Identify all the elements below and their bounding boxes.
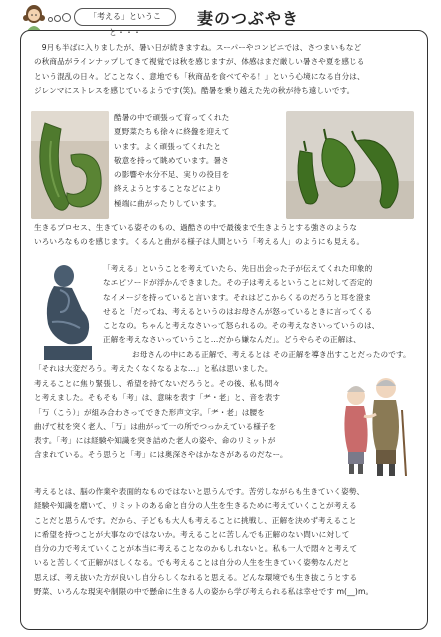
text-line: 夏野菜たちも徐々に終盤を迎えて — [114, 127, 230, 137]
text-line: なイメージを持っていると言います。それはどこからくるのだろうと耳を澄ま — [103, 292, 372, 302]
text-line: 思えば、考え抜いた方が良いし自分らしくなれると思える。どんな環境でも生き抜こうとする — [34, 572, 358, 582]
text-line: 含まれている。そう思うと「考」には奥深さやはかなさがあるのだなー。 — [34, 450, 288, 460]
avatar-icon — [22, 3, 46, 31]
text-line: 9月も半ばに入りましたが、暑い日が続きますね。スーパーやコンビニでは、さつまいもなど — [34, 43, 362, 52]
text-line: 曲げて杖を突く老人、「丂」は曲がって一の所でつっかえている様子を — [34, 421, 277, 431]
text-line: お母さんの中にある正解で、考えるとは その正解を導き出すことだったのです。 — [132, 350, 411, 359]
text-line: 正解を考えなさいっていうこと…だから嫌なんだ」。どうやらその正解は、 — [103, 335, 361, 345]
text-line: 表す。「考」には経験や知識を突き詰めた老人の姿や、命のリミットが — [34, 436, 276, 446]
text-line: ジレンマにストレスを感じているようです(笑)。酷暑を乗り越えた先の秋が待ち遠しいです。 — [34, 85, 355, 95]
conclusion-paragraph — [34, 485, 373, 599]
text-line: 生きるプロセス、生きている姿そのもの、過酷さの中で最後まで生きようとする強さのような — [34, 223, 358, 232]
vegetable-paragraph — [114, 111, 229, 211]
text-line: に希望を持つことが大事なのではないか。考えることに苦しんでも正解のない問いに対して — [34, 529, 350, 539]
text-line: せると「だってね、考えるというのはお母さんが怒っているときに言ってくる — [103, 306, 373, 316]
text-line: 経験や知識を磨いて、リミットのある命と自分の人生を生きるために考えていくことが考える — [34, 501, 357, 511]
thought-bubble: 「考える」ということ・・・ — [74, 8, 176, 26]
text-line: 酷暑の中で頑張って育ってくれた — [114, 113, 230, 122]
text-line: 野菜、いろんな現実や制限の中で懸命に生きる人の姿から学び考えられる私は幸せです m(__)m。 — [34, 587, 374, 597]
thought-dots — [48, 12, 74, 22]
text-line: 敬意を持って眺めています。暑さ — [114, 155, 229, 165]
text-line: 考えることに焦り緊張し、希望を持てないだろうと。その後、私も問々 — [34, 379, 281, 388]
text-line: いろいろなものを感じます。くるんと曲がる様子は人間という「考える人」のようにも見える。 — [34, 237, 365, 247]
process-paragraph — [34, 221, 364, 250]
episode-paragraph — [103, 262, 379, 348]
text-line: いると苦しくて正解がほしくなる。でも考えることは自分の人生を生きていく姿勢なんだと — [34, 558, 350, 568]
text-line: います。よく頑張ってくれたと — [114, 141, 222, 151]
pepper-photo — [286, 111, 414, 219]
text-line: 「丂（こう）」が組み合わさってできた形声文字。「耂・老」は腰を — [34, 407, 265, 417]
text-line: の秋商品がラインナップしてきて視覚では秋を感じますが、体感はまだ厳しい暑さや夏を感じる — [34, 57, 365, 67]
text-line: の影響や水分不足、実りの役目を — [114, 170, 230, 180]
text-line: 自分の力で考えていくことが本当に考えることなのかもしれないと。私も一人で悶々と考えて — [34, 544, 358, 554]
text-line: 考えるとは、脳の作業や表面的なものではないと思うんです。苦労しながらも生きていく姿勢、 — [34, 487, 365, 496]
text-line: なエピソードが浮かんできました。その子は考えるということに対して否定的 — [103, 278, 373, 288]
text-line: 「それは大変だろう。考えたくなくなるよな…」と私は思いました。 — [34, 364, 273, 374]
text-line: 極端に曲がったりしています。 — [114, 198, 222, 208]
cucumber-photo — [31, 111, 109, 219]
text-line: ことだと思うんです。だから、子どもも大人も考えることに挑戦し、正解を決めず考えること — [34, 515, 357, 525]
thinker-statue-icon — [38, 262, 98, 362]
intro-paragraph — [34, 41, 365, 98]
kanji-paragraph — [34, 377, 288, 463]
text-line: 「考える」ということを考えていたら、先日出会った子が伝えてくれた印象的 — [103, 264, 373, 273]
text-line: という混乱の日々。どことなく、意地でも「秋商品を食べてやる！」という心境になる自分は、 — [34, 71, 365, 81]
text-line: ことなの。ちゃんと考えなさいって怒られるの。その考えなさいっていうのは、 — [103, 321, 380, 331]
elderly-couple-icon — [336, 370, 414, 480]
page-title: 妻のつぶやき — [197, 9, 300, 28]
text-line: と考えました。そもそも「考」は、意味を表す「耂・老」と、音を表す — [34, 393, 281, 403]
text-line: 終えようとすることなどにより — [114, 184, 222, 194]
